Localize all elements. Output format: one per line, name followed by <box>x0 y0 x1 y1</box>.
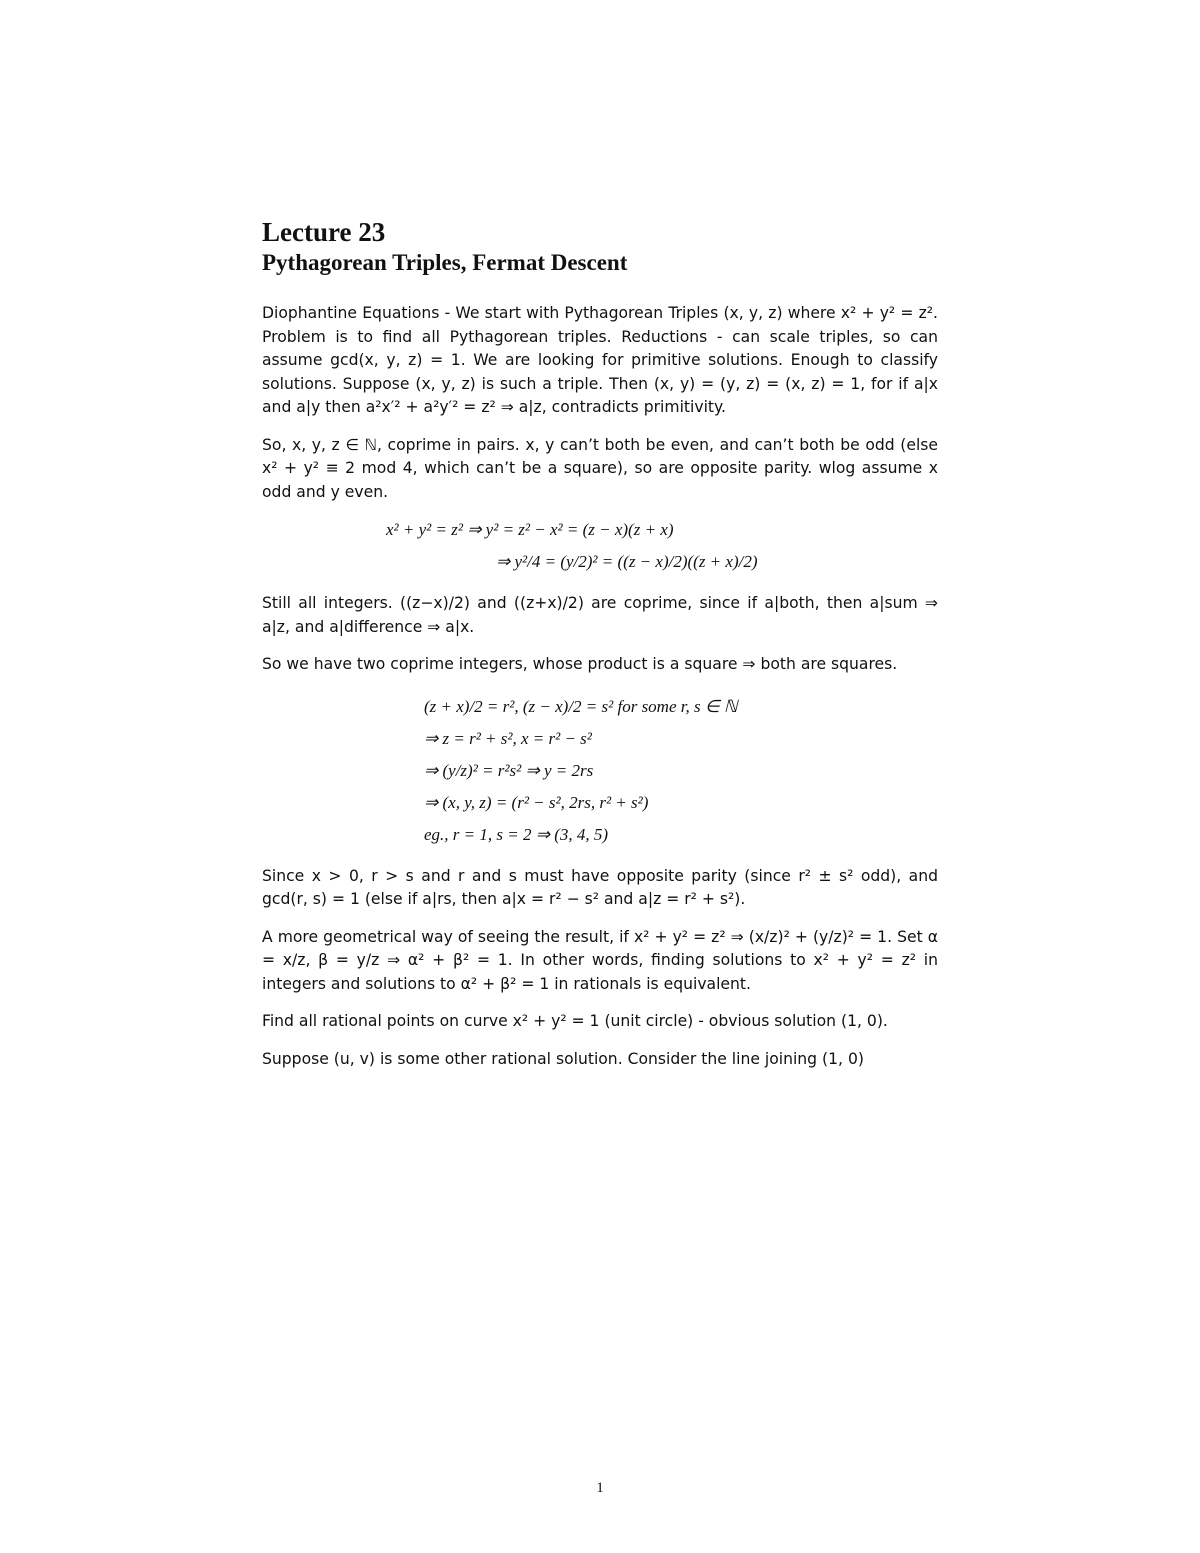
equation-line: x² + y² = z² ⇒ y² = z² − x² = (z − x)(z + x) <box>386 520 674 539</box>
paragraph-opposite-parity: Since x > 0, r > s and r and s must have opposite parity (since r² ± s² odd), and gcd(r, s) = 1 (else if a|rs, then a|x = r² − s² and a|z = r² + s²). <box>262 866 938 908</box>
equation-line: ⇒ (y/z)² = r²s² ⇒ y = 2rs <box>424 760 594 780</box>
paragraph-geometric: A more geometrical way of seeing the result, if x² + y² = z² ⇒ (x/z)² + (y/z)² = 1. Set α = x/z, β = y/z ⇒ α² + β² = 1. In other words, finding solutions to x² + y² = z² in integers and solutions to α² + β² = 1 in rationals is equivalent. <box>262 927 938 993</box>
lecture-number: Lecture 23 <box>262 217 386 247</box>
equation-line: ⇒ (x, y, z) = (r² − s², 2rs, r² + s²) <box>424 792 649 812</box>
page-content <box>262 216 938 1071</box>
page-number: 1 <box>596 1480 604 1496</box>
paragraph-squares: So we have two coprime integers, whose product is a square ⇒ both are squares. <box>262 655 898 673</box>
paragraph-intro: Diophantine Equations - We start with Pythagorean Triples (x, y, z) where x² + y² = z². Problem is to find all Pythagorean triples. Reductions - can scale triples, so can assume gcd(x, y, z) = 1. We are looking for primitive solutions. Enough to classify solutions. Suppose (x, y, z) is such a triple. Then (x, y) = (y, z) = (x, z) = 1, for if a|x and a|y then a²x′² + a²y′² = z² ⇒ a|z, contradicts primitivity. <box>262 304 938 416</box>
paragraph-coprime: Still all integers. ((z−x)/2) and ((z+x)/2) are coprime, since if a|both, then a|sum ⇒ a|z, and a|difference ⇒ a|x. <box>262 594 938 636</box>
lecture-title: Pythagorean Triples, Fermat Descent <box>262 250 628 275</box>
equation-block-factoring <box>262 514 938 578</box>
paragraph-line-joining: Suppose (u, v) is some other rational solution. Consider the line joining (1, 0) <box>262 1049 864 1068</box>
paragraph-parity: So, x, y, z ∈ ℕ, coprime in pairs. x, y can’t both be even, and can’t both be odd (else x² + y² ≡ 2 mod 4, which can’t be a square), so are opposite parity. wlog assume x odd and y even. <box>262 435 938 501</box>
equation-line: ⇒ z = r² + s², x = r² − s² <box>424 728 592 748</box>
equation-line: (z + x)/2 = r², (z − x)/2 = s² for some r, s ∈ ℕ <box>424 696 738 716</box>
equation-block-parametrization <box>262 691 938 851</box>
equation-line: eg., r = 1, s = 2 ⇒ (3, 4, 5) <box>424 824 609 844</box>
paragraph-rational-points: Find all rational points on curve x² + y² = 1 (unit circle) - obvious solution (1, 0). <box>262 1012 888 1030</box>
equation-line: ⇒ y²/4 = (y/2)² = ((z − x)/2)((z + x)/2) <box>496 552 758 571</box>
